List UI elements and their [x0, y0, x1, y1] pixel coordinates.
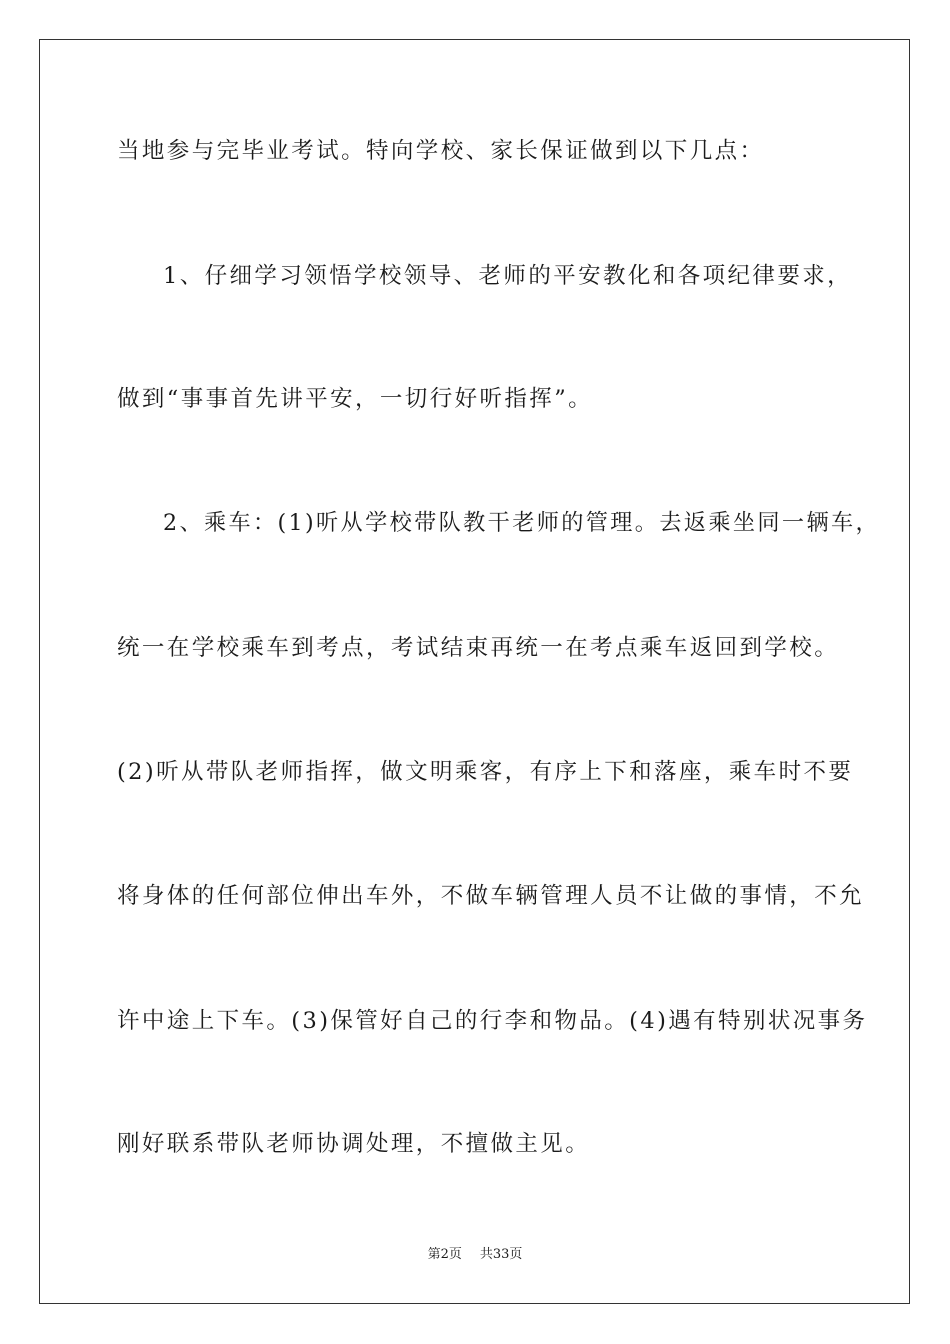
- text-line: 当地参与完毕业考试。特向学校、家长保证做到以下几点：: [117, 138, 765, 164]
- text-line: 2、乘车：(1)听从学校带队教干老师的管理。去返乘坐同一辆车，: [163, 510, 881, 536]
- text-line: 刚好联系带队老师协调处理，不擅做主见。: [117, 1131, 591, 1157]
- text-line: 将身体的任何部位伸出车外，不做车辆管理人员不让做的事情，不允: [117, 883, 865, 909]
- page-number: 第2页: [427, 1247, 462, 1262]
- page-total: 共33页: [479, 1247, 523, 1262]
- text-line: (2)听从带队老师指挥，做文明乘客，有序上下和落座，乘车时不要: [117, 759, 854, 785]
- page-border: [39, 39, 910, 1304]
- text-line: 许中途上下车。(3)保管好自己的行李和物品。(4)遇有特别状况事务: [117, 1008, 868, 1034]
- text-line: 1、仔细学习领悟学校领导、老师的平安教化和各项纪律要求，: [163, 263, 853, 289]
- page-footer: [0, 1245, 950, 1265]
- text-line: 做到“事事首先讲平安，一切行好听指挥”。: [117, 386, 594, 412]
- text-line: 统一在学校乘车到考点，考试结束再统一在考点乘车返回到学校。: [117, 635, 840, 661]
